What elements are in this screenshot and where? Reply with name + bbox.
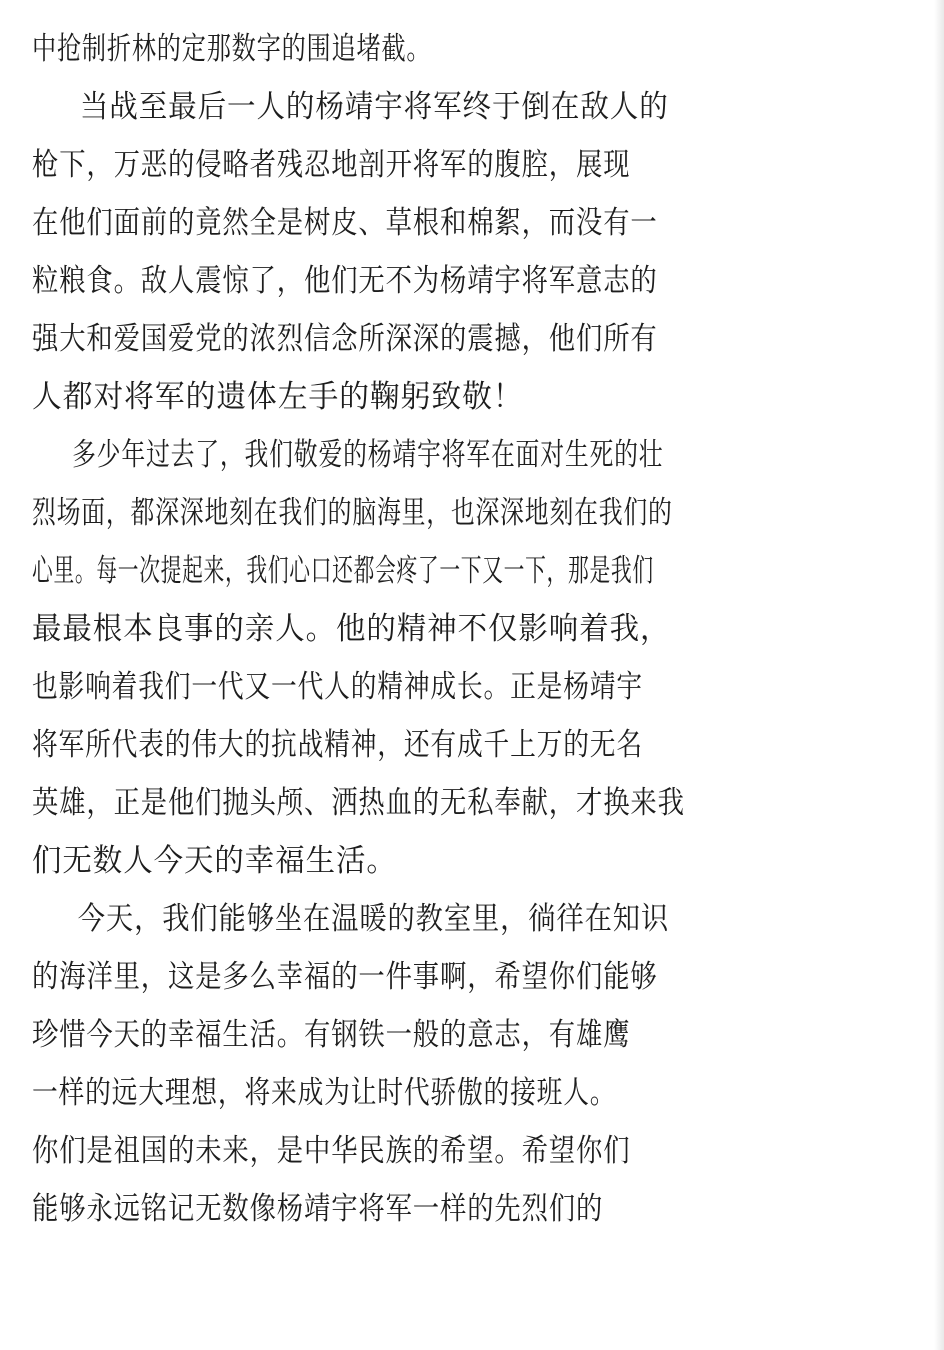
text-line-15: 们无数人今天的幸福生活。: [32, 843, 397, 879]
text-line-5: 粒粮食。敌人震惊了，他们无不为杨靖宇将军意志的: [32, 263, 658, 299]
text-line-1: 中抢制折林的定那数字的围追堵截。: [32, 31, 432, 67]
text-line-4: 在他们面前的竟然全是树皮、草根和棉絮，而没有一: [32, 205, 658, 241]
text-line-14: 英雄，正是他们抛头颅、洒热血的无私奉献，才换来我: [32, 785, 685, 821]
text-line-2: 当战至最后一人的杨靖宇将军终于倒在敌人的: [79, 89, 669, 125]
text-line-20: 你们是祖国的未来，是中华民族的希望。希望你们: [32, 1133, 631, 1169]
text-line-17: 的海洋里，这是多么幸福的一件事啊，希望你们能够: [32, 959, 658, 995]
text-line-3: 枪下，万恶的侵略者残忍地剖开将军的腹腔，展现: [32, 147, 631, 183]
text-line-8: 多少年过去了，我们敬爱的杨靖宇将军在面对生死的壮: [72, 437, 664, 473]
text-line-10: 心里。每一次提起来，我们心口还都会疼了一下又一下，那是我们: [32, 553, 654, 589]
text-line-21: 能够永远铭记无数像杨靖宇将军一样的先烈们的: [32, 1191, 604, 1227]
page-edge-shadow: [934, 0, 944, 1350]
handwritten-text: [32, 20, 922, 1238]
text-line-13: 将军所代表的伟大的抗战精神，还有成千上万的无名: [32, 727, 643, 763]
text-line-16: 今天，我们能够坐在温暖的教室里，徜徉在知识: [77, 901, 670, 937]
text-line-6: 强大和爱国爱党的浓烈信念所深深的震撼，他们所有: [32, 321, 658, 357]
text-line-11: 最最根本良事的亲人。他的精神不仅影响着我，: [32, 611, 671, 647]
text-line-9: 烈场面，都深深地刻在我们的脑海里，也深深地刻在我们的: [32, 495, 673, 531]
text-line-7: 人都对将军的遗体左手的鞠躬致敬！: [32, 379, 524, 415]
text-line-18: 珍惜今天的幸福生活。有钢铁一般的意志，有雄鹰: [32, 1017, 631, 1053]
text-line-19: 一样的远大理想，将来成为让时代骄傲的接班人。: [32, 1075, 617, 1111]
text-line-12: 也影响着我们一代又一代人的精神成长。正是杨靖宇: [32, 669, 643, 705]
